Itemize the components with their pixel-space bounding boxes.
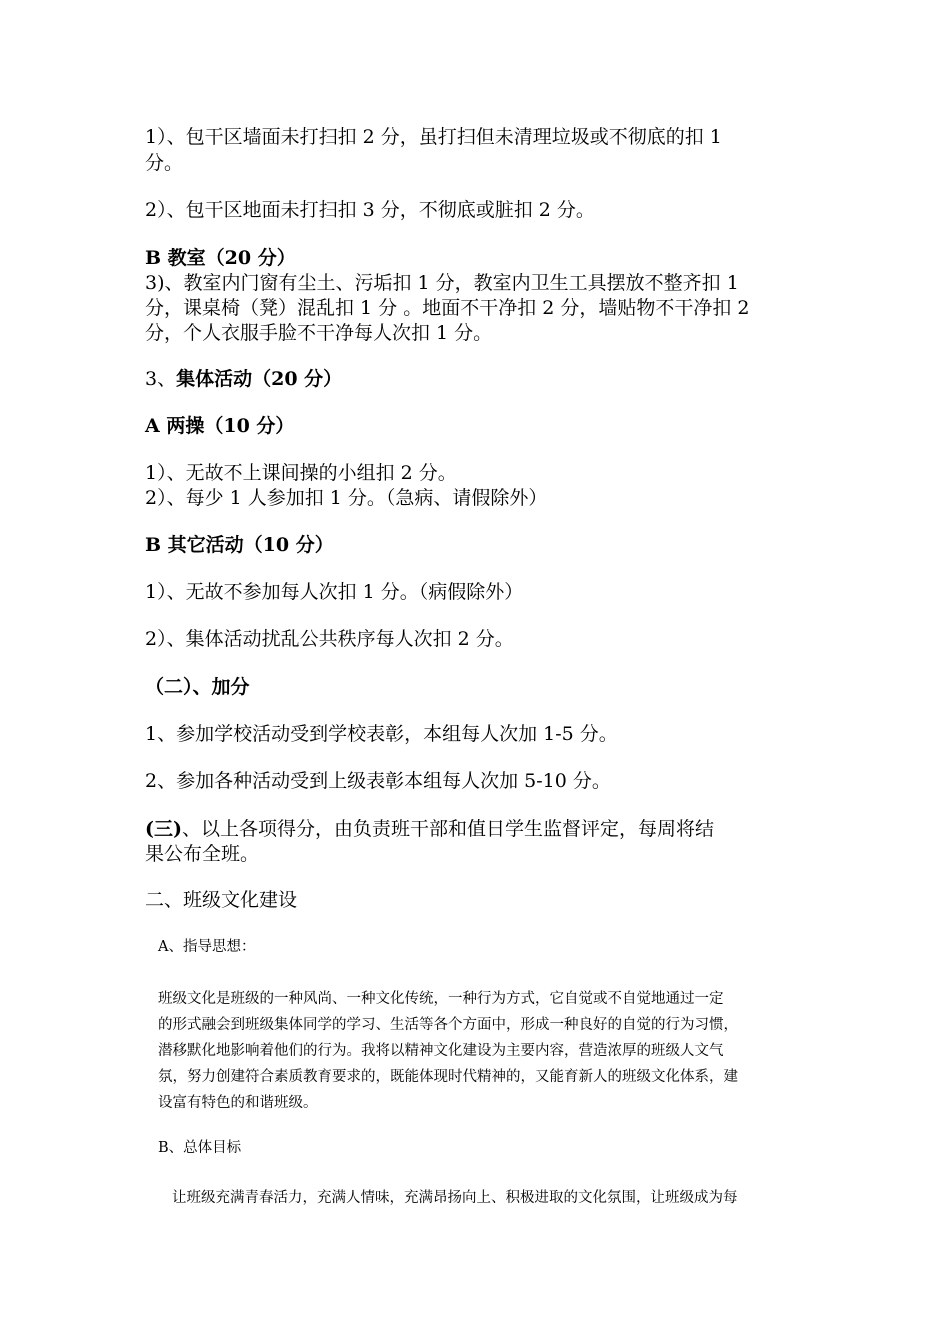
subheading-other-activities: B 其它活动（10 分） — [145, 534, 334, 556]
subheading-classroom: B 教室（20 分） — [145, 247, 296, 269]
bonus-rule-2: 2、参加各种活动受到上级表彰本组每人次加 5-10 分。 — [145, 770, 611, 792]
paragraph-line: 的形式融会到班级集体同学的学习、生活等各个方面中，形成一种良好的自觉的行为习惯， — [158, 1017, 738, 1033]
rule-line-3: 3)、教室内门窗有尘土、污垢扣 1 分，教室内卫生工具摆放不整齐扣 1 — [145, 272, 739, 294]
exercise-rule-2: 2）、每少 1 人参加扣 1 分。（急病、请假除外） — [145, 487, 548, 509]
heading-overall-goal: B、总体目标 — [158, 1140, 242, 1156]
activity-rule-1: 1）、无故不参加每人次扣 1 分。（病假除外） — [145, 581, 524, 603]
heading-class-culture: 二、班级文化建设 — [145, 889, 298, 911]
rule-line-1-cont: 分。 — [145, 152, 184, 174]
heading-bonus-points: （二）、加分 — [145, 676, 250, 698]
section-title: 集体活动（20 分） — [176, 368, 343, 390]
activity-rule-2: 2）、集体活动扰乱公共秩序每人次扣 2 分。 — [145, 628, 514, 650]
paragraph-line: 潜移默化地影响着他们的行为。我将以精神文化建设为主要内容，营造浓厚的班级人文气 — [158, 1043, 724, 1059]
paragraph-line: 设富有特色的和谐班级。 — [158, 1095, 318, 1111]
rule-line-1: 1）、包干区墙面未打扫扣 2 分，虽打扫但未清理垃圾或不彻底的扣 1 — [145, 126, 722, 148]
rule-line-2: 2）、包干区地面未打扫扣 3 分，不彻底或脏扣 2 分。 — [145, 199, 595, 221]
scoring-note — [145, 816, 825, 843]
section-number: 3、 — [145, 368, 177, 390]
scoring-note-text: 、以上各项得分，由负责班干部和值日学生监督评定，每周将结 — [181, 818, 714, 840]
paragraph-line: 班级文化是班级的一种风尚、一种文化传统，一种行为方式，它自觉或不自觉地通过一定 — [158, 991, 724, 1007]
paragraph-line: 氛，努力创建符合素质教育要求的，既能体现时代精神的，又能育新人的班级文化体系，建 — [158, 1069, 738, 1085]
bonus-rule-1: 1、参加学校活动受到学校表彰，本组每人次加 1-5 分。 — [145, 723, 618, 745]
exercise-rule-1: 1）、无故不上课间操的小组扣 2 分。 — [145, 462, 457, 484]
scoring-note-number: (三) — [145, 818, 182, 840]
section-collective-activity — [145, 366, 825, 393]
overall-goal-text: 让班级充满青春活力，充满人情味，充满昂扬向上、积极进取的文化氛围，让班级成为每 — [172, 1190, 738, 1206]
subheading-exercises: A 两操（10 分） — [145, 415, 295, 437]
guiding-idea-paragraph — [158, 986, 818, 1116]
heading-guiding-idea: A、指导思想： — [158, 939, 256, 955]
rule-line-3-cont-a: 分，课桌椅（凳）混乱扣 1 分 。地面不干净扣 2 分，墙贴物不干净扣 2 — [145, 297, 750, 319]
rule-line-3-cont-b: 分，个人衣服手脸不干净每人次扣 1 分。 — [145, 322, 493, 344]
scoring-note-cont: 果公布全班。 — [145, 843, 260, 865]
